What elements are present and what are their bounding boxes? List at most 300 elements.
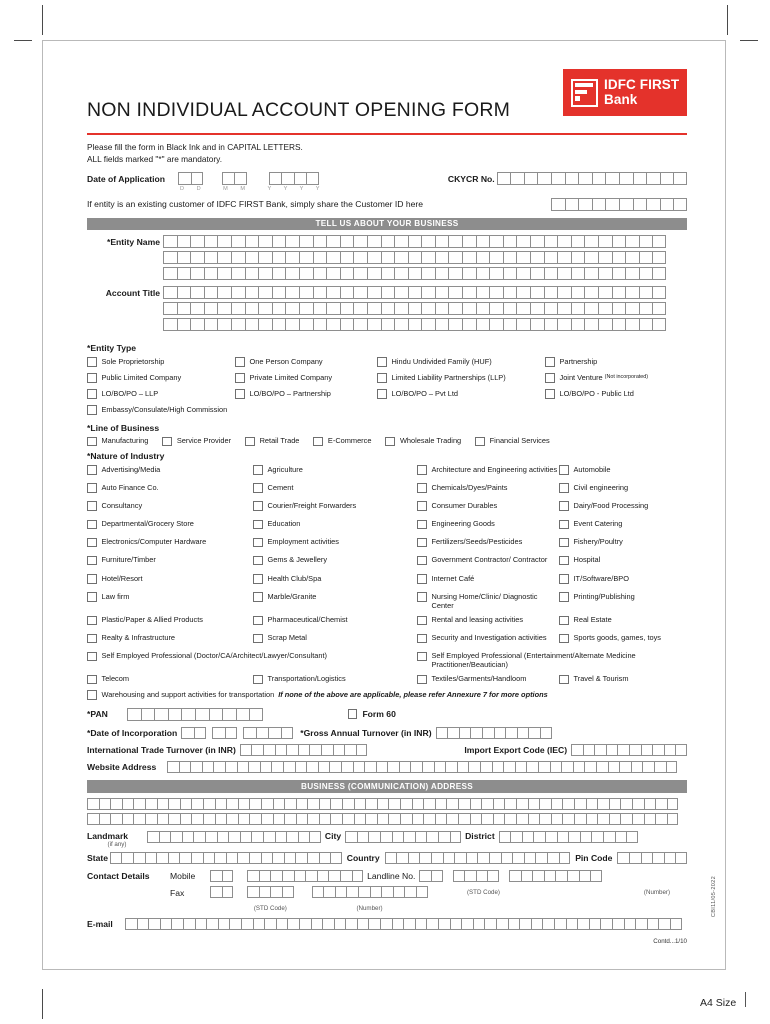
checkbox-icon[interactable] [87, 389, 97, 399]
checkbox-icon[interactable] [253, 556, 263, 566]
checkbox-icon[interactable] [253, 675, 263, 685]
industry-option[interactable] [87, 465, 253, 478]
landmark-input[interactable] [147, 831, 321, 843]
date-yyyy-group [263, 172, 325, 192]
checkbox-icon[interactable] [417, 634, 427, 644]
crop-mark-left [14, 40, 32, 41]
checkbox-icon[interactable] [559, 483, 569, 493]
industry-option[interactable] [417, 483, 559, 496]
option-label: Travel & Tourism [573, 674, 629, 684]
option-label: Retail Trade [259, 436, 300, 446]
checkbox-icon[interactable] [559, 465, 569, 475]
checkbox-icon[interactable] [253, 465, 263, 475]
entity-name-input-row-2[interactable] [163, 251, 666, 264]
checkbox-icon[interactable] [417, 520, 427, 530]
entity-type-option[interactable] [377, 389, 545, 399]
option-label: Marble/Granite [267, 591, 317, 601]
checkbox-icon[interactable] [253, 574, 263, 584]
option-label: Consumer Durables [431, 500, 498, 510]
industry-option[interactable] [559, 520, 687, 533]
checkbox-icon[interactable] [417, 592, 427, 602]
checkbox-icon[interactable] [253, 501, 263, 511]
business-section-banner: TELL US ABOUT YOUR BUSINESS [87, 218, 687, 231]
industry-option[interactable] [253, 520, 417, 533]
option-label: Textiles/Garments/Handloom [431, 674, 527, 684]
industry-option[interactable] [559, 574, 687, 587]
nature-of-industry-label: *Nature of Industry [87, 451, 165, 462]
checkbox-icon[interactable] [87, 690, 97, 700]
checkbox-icon[interactable] [559, 634, 569, 644]
checkbox-icon[interactable] [559, 592, 569, 602]
entity-type-option[interactable] [545, 373, 687, 383]
instructions [87, 141, 687, 165]
checkbox-icon[interactable] [377, 389, 387, 399]
state-label: State [87, 852, 109, 863]
industry-option[interactable] [559, 465, 687, 478]
option-label: Partnership [559, 356, 598, 366]
checkbox-icon[interactable] [559, 574, 569, 584]
country-label: Country [346, 852, 380, 863]
option-label: Chemicals/Dyes/Paints [431, 482, 508, 492]
logo-line-2: Bank [604, 91, 638, 107]
checkbox-icon[interactable] [87, 616, 97, 626]
mobile-code-input[interactable] [210, 870, 233, 882]
option-label: Courier/Freight Forwarders [267, 500, 357, 510]
address-section-banner: BUSINESS (COMMUNICATION) ADDRESS [87, 780, 687, 793]
industry-option[interactable] [253, 501, 417, 514]
checkbox-icon[interactable] [417, 465, 427, 475]
option-label: Transportation/Logistics [267, 674, 346, 684]
option-label: Gems & Jewellery [267, 555, 328, 565]
page-title: NON INDIVIDUAL ACCOUNT OPENING FORM [87, 99, 511, 121]
option-label: LO/BO/PO – LLP [101, 388, 159, 398]
date-of-application-label: Date of Application [87, 174, 165, 185]
form60-label: Form 60 [362, 709, 396, 720]
instruction-line-2: ALL fields marked "*" are mandatory. [87, 154, 223, 165]
option-label: Hospital [573, 555, 601, 565]
date-dd-input[interactable] [178, 172, 203, 185]
existing-customer-text: If entity is an existing customer of IDFC FIRST Bank, simply share the Customer ID here [87, 199, 424, 210]
option-label: Fertilizers/Seeds/Pesticides [431, 537, 523, 547]
crop-mark-top-right [727, 5, 728, 35]
account-title-label: Account Title [105, 287, 160, 298]
country-input[interactable] [385, 852, 571, 864]
crop-mark-top-left [42, 5, 43, 35]
option-label: Automobile [573, 464, 611, 474]
option-label: Departmental/Grocery Store [101, 519, 194, 529]
entity-type-option[interactable] [545, 357, 687, 367]
landmark-sub: (if any) [107, 840, 127, 848]
industry-option[interactable] [417, 556, 559, 569]
industry-option[interactable] [417, 465, 559, 478]
landline-label: Landline No. [367, 870, 416, 881]
annexure-note: If none of the above are applicable, please refer Annexure 7 for more options [278, 689, 548, 699]
checkbox-icon[interactable] [253, 634, 263, 644]
industry-option[interactable] [253, 538, 417, 551]
checkbox-icon[interactable] [253, 538, 263, 548]
option-label: Telecom [101, 674, 130, 684]
option-label: Warehousing and support activities for transportation [101, 689, 275, 699]
email-input[interactable] [125, 918, 682, 930]
pincode-input[interactable] [617, 852, 687, 864]
option-label: Hindu Undivided Family (HUF) [391, 356, 492, 366]
entity-type-options [87, 357, 687, 415]
checkbox-icon[interactable] [417, 501, 427, 511]
checkbox-icon[interactable] [385, 437, 395, 447]
logo-line-1: IDFC FIRST [604, 77, 680, 93]
industry-option[interactable] [417, 675, 559, 685]
checkbox-icon[interactable] [87, 465, 97, 475]
doi-mm-input[interactable] [212, 727, 237, 740]
fax-number-input[interactable] [312, 886, 428, 898]
landline-prefix-input[interactable] [419, 870, 442, 882]
industry-option[interactable] [87, 538, 253, 551]
industry-option[interactable] [87, 574, 253, 587]
option-label: Consultancy [101, 500, 143, 510]
gross-turnover-label: *Gross Annual Turnover (in INR) [300, 727, 432, 738]
account-title-input-row-2[interactable] [163, 302, 666, 315]
checkbox-icon[interactable] [87, 357, 97, 367]
line-of-business-option[interactable] [162, 437, 231, 447]
industry-option[interactable] [87, 592, 253, 610]
option-label: Architecture and Engineering activities [431, 464, 558, 474]
entity-type-option[interactable] [377, 373, 545, 383]
option-label: Civil engineering [573, 482, 629, 492]
idfc-first-bank-logo-icon [571, 79, 598, 107]
ckycr-input[interactable] [497, 172, 687, 185]
option-label: Public Limited Company [101, 372, 182, 382]
gross-turnover-input[interactable] [436, 727, 552, 739]
state-input[interactable] [110, 852, 342, 864]
checkbox-icon[interactable] [87, 556, 97, 566]
option-label: Service Provider [176, 436, 232, 446]
industry-option-self-employed-professional[interactable] [87, 652, 417, 670]
customer-id-input[interactable] [551, 198, 687, 211]
pan-input[interactable] [127, 708, 263, 721]
entity-type-option[interactable] [235, 373, 377, 383]
checkbox-icon[interactable] [417, 574, 427, 584]
checkbox-icon[interactable] [559, 538, 569, 548]
option-label: Nursing Home/Clinic/ Diagnostic Center [431, 591, 538, 610]
date-mm-input[interactable] [222, 172, 247, 185]
instruction-line-1: Please fill the form in Black Ink and in CAPITAL LETTERS. [87, 142, 303, 152]
checkbox-icon[interactable] [87, 437, 97, 447]
checkbox-icon[interactable] [559, 501, 569, 511]
checkbox-icon[interactable] [162, 437, 172, 447]
form-page [42, 40, 726, 970]
address-input-row-2[interactable] [87, 813, 687, 825]
option-label: IT/Software/BPO [573, 573, 629, 583]
option-label: Law firm [101, 591, 130, 601]
line-of-business-option[interactable] [313, 437, 371, 447]
option-label: Dairy/Food Processing [573, 500, 649, 510]
option-label: Security and Investigation activities [431, 633, 547, 643]
yyyy-hint: Y Y Y Y [267, 185, 325, 192]
industry-options [87, 465, 687, 647]
industry-option[interactable] [559, 592, 687, 610]
line-of-business-option[interactable] [475, 437, 549, 447]
industry-option[interactable] [87, 675, 253, 685]
pincode-label: Pin Code [575, 852, 613, 863]
form60-checkbox[interactable] [348, 709, 358, 719]
line-of-business-option[interactable] [87, 437, 148, 447]
option-label: Agriculture [267, 464, 303, 474]
doi-yyyy-input[interactable] [243, 727, 293, 740]
crop-mark-right [740, 40, 758, 41]
option-label: Realty & Infrastructure [101, 633, 176, 643]
option-label: Manufacturing [101, 436, 149, 446]
industry-option[interactable] [253, 556, 417, 569]
date-mm-group [218, 172, 250, 192]
entity-type-option[interactable] [545, 389, 687, 399]
fax-number-hint: (Number) [356, 904, 383, 912]
industry-option[interactable] [417, 520, 559, 533]
entity-name-input-row-1[interactable] [163, 235, 666, 248]
checkbox-icon[interactable] [87, 538, 97, 548]
option-label: Cement [267, 482, 294, 492]
iec-input[interactable] [571, 744, 687, 756]
ckycr-label: CKYCR No. [447, 174, 495, 185]
entity-type-option[interactable] [235, 357, 377, 367]
industry-option[interactable] [559, 616, 687, 629]
checkbox-icon[interactable] [559, 556, 569, 566]
entity-type-option[interactable] [87, 389, 235, 399]
option-label: Internet Café [431, 573, 475, 583]
account-title-input-row-3[interactable] [163, 318, 666, 331]
pan-label: *PAN [87, 709, 108, 720]
option-label: Private Limited Company [249, 372, 333, 382]
checkbox-icon[interactable] [313, 437, 323, 447]
checkbox-icon[interactable] [545, 373, 555, 383]
fax-std-hint: (STD Code) [253, 904, 287, 912]
industry-option[interactable] [253, 634, 417, 647]
mm-hint: M M [223, 185, 251, 192]
option-label: Real Estate [573, 615, 612, 624]
industry-option[interactable] [559, 675, 687, 685]
checkbox-icon[interactable] [87, 634, 97, 644]
option-label: Embassy/Consulate/High Commission [101, 404, 228, 414]
checkbox-icon[interactable] [87, 483, 97, 493]
checkbox-icon[interactable] [417, 652, 427, 662]
industry-option[interactable] [253, 616, 417, 629]
industry-option[interactable] [417, 574, 559, 587]
option-label: Event Catering [573, 519, 623, 529]
checkbox-icon[interactable] [87, 501, 97, 511]
industry-option[interactable] [253, 675, 417, 685]
option-label: Electronics/Computer Hardware [101, 537, 207, 547]
city-input[interactable] [345, 831, 461, 843]
entity-type-option[interactable] [87, 405, 687, 415]
option-label: Furniture/Timber [101, 555, 156, 565]
checkbox-icon[interactable] [559, 616, 569, 626]
industry-option[interactable] [87, 616, 253, 629]
industry-option[interactable] [559, 501, 687, 514]
checkbox-icon[interactable] [87, 405, 97, 415]
checkbox-icon[interactable] [417, 616, 427, 626]
fax-std-input[interactable] [247, 886, 293, 898]
industry-option[interactable] [559, 538, 687, 551]
contact-details-label: Contact Details [87, 870, 150, 881]
option-label: Health Club/Spa [267, 573, 322, 583]
industry-option-warehousing[interactable] [87, 690, 687, 700]
industry-option[interactable] [417, 634, 559, 647]
entity-type-label: *Entity Type [87, 343, 137, 354]
checkbox-icon[interactable] [417, 538, 427, 548]
option-label: Education [267, 519, 301, 529]
landline-std-hint: (STD Code) [466, 888, 500, 896]
industry-option[interactable] [417, 538, 559, 551]
option-label: One Person Company [249, 356, 323, 366]
checkbox-icon[interactable] [417, 675, 427, 685]
checkbox-icon[interactable] [87, 520, 97, 530]
district-label: District [465, 830, 495, 841]
checkbox-icon[interactable] [87, 675, 97, 685]
crop-mark-bottom-left [42, 989, 43, 1019]
checkbox-icon[interactable] [377, 357, 387, 367]
option-label: Self Employed Professional (Doctor/CA/Architect/Lawyer/Consultant) [101, 651, 328, 661]
option-label: Auto Finance Co. [101, 482, 159, 492]
fax-label: Fax [170, 887, 185, 898]
checkbox-icon[interactable] [559, 520, 569, 530]
fax-prefix-input[interactable] [210, 886, 233, 898]
address-input-row-1[interactable] [87, 798, 687, 810]
date-dd-group [175, 172, 206, 192]
checkbox-icon[interactable] [475, 437, 485, 447]
industry-option[interactable] [87, 501, 253, 514]
option-label: Scrap Metal [267, 633, 307, 643]
entity-type-option[interactable] [87, 357, 235, 367]
landline-std-input[interactable] [453, 870, 499, 882]
paper-size-label: A4 Size [700, 997, 737, 1009]
option-label: Employment activities [267, 537, 339, 547]
joint-venture-sub: (Not incorporated) [604, 373, 649, 380]
checkbox-icon[interactable] [377, 373, 387, 383]
checkbox-icon[interactable] [253, 616, 263, 626]
industry-option[interactable] [87, 634, 253, 647]
option-label: Wholesale Trading [399, 436, 462, 446]
checkbox-icon[interactable] [253, 592, 263, 602]
option-label: Hotel/Resort [101, 573, 143, 583]
industry-option-self-employed-professional-alt[interactable] [417, 652, 687, 670]
entity-name-input-row-3[interactable] [163, 267, 666, 280]
title-divider [87, 133, 687, 135]
district-input[interactable] [499, 831, 638, 843]
option-label: Sports goods, games, toys [573, 633, 662, 643]
mobile-number-input[interactable] [247, 870, 363, 882]
option-label: Sole Proprietorship [101, 356, 165, 366]
entity-type-option[interactable] [235, 389, 377, 399]
industry-option[interactable] [253, 574, 417, 587]
email-label: E-mail [87, 918, 113, 929]
industry-option[interactable] [559, 556, 687, 569]
checkbox-icon[interactable] [253, 483, 263, 493]
intl-trade-label: International Trade Turnover (in INR) [87, 745, 236, 756]
option-label: E-Commerce [327, 436, 372, 446]
date-yyyy-input[interactable] [269, 172, 319, 185]
entity-type-option[interactable] [87, 373, 235, 383]
checkbox-icon[interactable] [87, 373, 97, 383]
landmark-label: Landmark [87, 830, 129, 841]
option-label: Government Contractor/ Contractor [431, 555, 548, 565]
option-label: Limited Liability Partnerships (LLP) [391, 372, 506, 382]
option-label: Rental and leasing activities [431, 615, 524, 624]
line-of-business-option[interactable] [245, 437, 299, 447]
option-label: Plastic/Paper & Allied Products [101, 615, 203, 624]
checkbox-icon[interactable] [417, 556, 427, 566]
checkbox-icon[interactable] [87, 652, 97, 662]
industry-option[interactable] [253, 465, 417, 478]
landline-number-input[interactable] [509, 870, 602, 882]
website-label: Website Address [87, 762, 157, 773]
option-label: Self Employed Professional (Entertainment/Alternate Medicine Practitioner/Beautician) [431, 651, 636, 669]
doi-dd-input[interactable] [181, 727, 206, 740]
industry-option[interactable] [87, 556, 253, 569]
checkbox-icon[interactable] [559, 675, 569, 685]
checkbox-icon[interactable] [235, 389, 245, 399]
landline-number-hint: (Number) [643, 888, 671, 896]
doi-label: *Date of Incorporation [87, 727, 178, 738]
dd-hint: D D [180, 185, 207, 192]
city-label: City [324, 830, 342, 841]
checkbox-icon[interactable] [87, 592, 97, 602]
option-label: Financial Services [489, 436, 550, 446]
mobile-label: Mobile [170, 870, 196, 881]
industry-option[interactable] [417, 616, 559, 629]
checkbox-icon[interactable] [235, 373, 245, 383]
checkbox-icon[interactable] [245, 437, 255, 447]
industry-option[interactable] [253, 592, 417, 610]
option-label: LO/BO/PO - Public Ltd [559, 388, 634, 398]
page-continuation: Contd...1/10 [653, 937, 687, 945]
account-title-input-row-1[interactable] [163, 286, 666, 299]
industry-option[interactable] [87, 520, 253, 533]
line-of-business-options [87, 437, 687, 447]
option-label: Pharmaceutical/Chemist [267, 615, 348, 624]
checkbox-icon[interactable] [87, 574, 97, 584]
option-label: Fishery/Poultry [573, 537, 623, 547]
logo-text [604, 78, 679, 107]
checkbox-icon[interactable] [545, 389, 555, 399]
option-label: Engineering Goods [431, 519, 495, 529]
intl-trade-input[interactable] [240, 744, 368, 756]
website-input[interactable] [167, 761, 677, 773]
option-label: LO/BO/PO – Pvt Ltd [391, 388, 459, 398]
industry-option[interactable] [253, 483, 417, 496]
crop-mark-bottom-right [745, 992, 746, 1007]
entity-name-label: *Entity Name [106, 236, 160, 247]
industry-option[interactable] [559, 483, 687, 496]
iec-label: Import Export Code (IEC) [464, 745, 568, 756]
industry-option[interactable] [87, 483, 253, 496]
industry-option[interactable] [559, 634, 687, 647]
option-label: Printing/Publishing [573, 591, 635, 601]
option-label: Joint Venture [559, 372, 603, 382]
option-label: LO/BO/PO – Partnership [249, 388, 331, 398]
checkbox-icon[interactable] [235, 357, 245, 367]
checkbox-icon[interactable] [545, 357, 555, 367]
bank-logo [563, 69, 687, 116]
entity-type-option[interactable] [377, 357, 545, 367]
line-of-business-label: *Line of Business [87, 422, 160, 433]
industry-option[interactable] [417, 592, 559, 610]
checkbox-icon[interactable] [417, 483, 427, 493]
line-of-business-option[interactable] [385, 437, 461, 447]
document-version-code: CBI11/05-2022 [711, 875, 717, 917]
form-content [87, 69, 687, 943]
checkbox-icon[interactable] [253, 520, 263, 530]
option-label: Advertising/Media [101, 464, 161, 474]
industry-option[interactable] [417, 501, 559, 514]
